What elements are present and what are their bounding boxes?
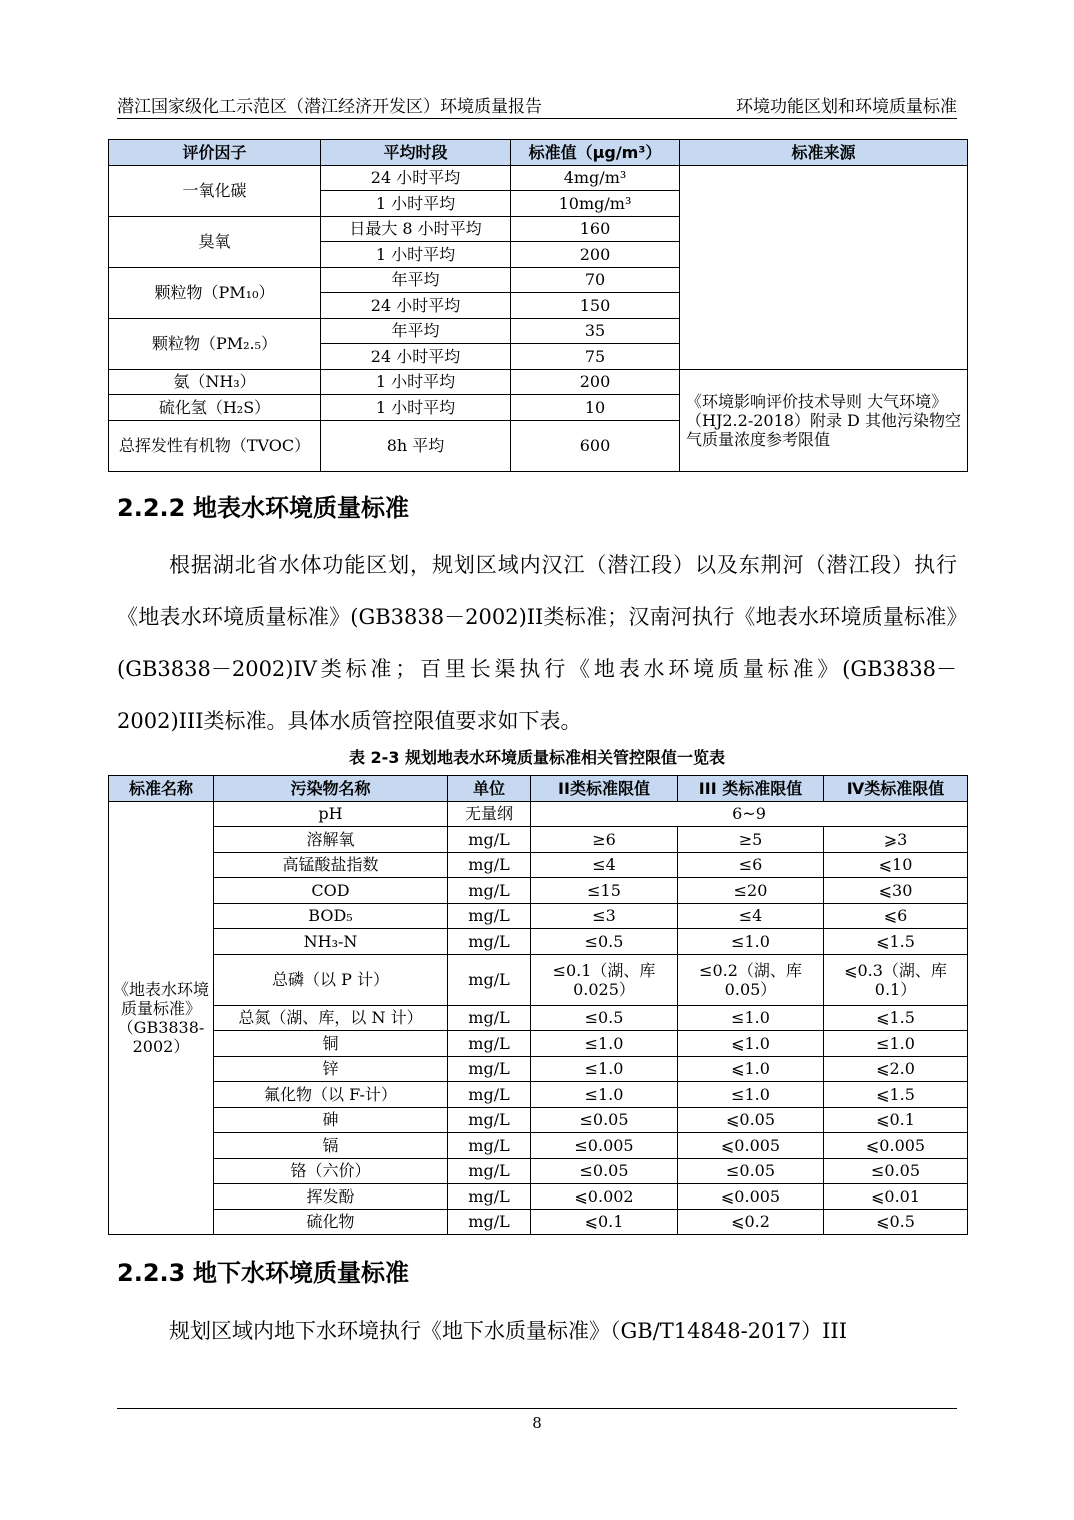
table-row [109, 1209, 968, 1235]
table-row [109, 1158, 968, 1184]
unit-cell: mg/L [448, 929, 531, 955]
value-cell: 160 [511, 216, 680, 242]
factor-cell: 一氧化碳 [109, 165, 321, 216]
class-iii-cell: ≤1.0 [678, 1082, 824, 1108]
class-ii-cell: ≤1.0 [531, 1031, 678, 1057]
pollutant-cell: 溶解氧 [214, 827, 448, 853]
class-iii-cell: ≤4 [678, 903, 824, 929]
table-row [109, 1133, 968, 1159]
table-row [109, 1056, 968, 1082]
unit-cell: mg/L [448, 954, 531, 1005]
page-header [117, 92, 957, 119]
pollutant-cell: COD [214, 878, 448, 904]
factor-cell: 氨（NH₃） [109, 369, 321, 395]
period-cell: 1 小时平均 [321, 242, 511, 268]
class-iv-cell: ⩽30 [824, 878, 968, 904]
value-cell: 200 [511, 369, 680, 395]
surface-water-standard-table [108, 775, 968, 1235]
period-cell: 1 小时平均 [321, 369, 511, 395]
pollutant-cell: 锌 [214, 1056, 448, 1082]
factor-cell: 颗粒物（PM₂.₅） [109, 318, 321, 369]
col-header-factor: 评价因子 [109, 140, 321, 166]
section-title: 地表水环境质量标准 [193, 494, 409, 522]
col-header-class-ii: II类标准限值 [531, 776, 678, 802]
table-row [109, 1031, 968, 1057]
unit-cell: mg/L [448, 878, 531, 904]
class-ii-cell: ≤4 [531, 852, 678, 878]
col-header-source: 标准来源 [680, 140, 968, 166]
class-iii-cell: ≥5 [678, 827, 824, 853]
pollutant-cell: NH₃-N [214, 929, 448, 955]
unit-cell: mg/L [448, 1056, 531, 1082]
table-header-row [109, 776, 968, 802]
pollutant-cell: 镉 [214, 1133, 448, 1159]
section-heading-2-2-2 [117, 488, 409, 523]
pollutant-cell: 氟化物（以 F-计） [214, 1082, 448, 1108]
period-cell: 年平均 [321, 267, 511, 293]
factor-cell: 总挥发性有机物（TVOC） [109, 420, 321, 471]
class-ii-cell: ⩽0.002 [531, 1184, 678, 1210]
page-number: 8 [532, 1414, 542, 1432]
header-chapter-title: 环境功能区划和环境质量标准 [736, 97, 957, 117]
pollutant-cell: 总氮（湖、库，以 N 计） [214, 1005, 448, 1031]
class-iii-cell: ≤0.2（湖、库 0.05） [678, 954, 824, 1005]
ph-range-cell: 6~9 [531, 801, 968, 827]
header-report-title: 潜江国家级化工示范区（潜江经济开发区）环境质量报告 [117, 97, 542, 117]
table-row [109, 827, 968, 853]
period-cell: 日最大 8 小时平均 [321, 216, 511, 242]
period-cell: 1 小时平均 [321, 395, 511, 421]
period-cell: 24 小时平均 [321, 293, 511, 319]
section-paragraph: 规划区域内地下水环境执行《地下水质量标准》（GB/T14848-2017）III [169, 1319, 848, 1343]
unit-cell: mg/L [448, 852, 531, 878]
class-iii-cell: ≤20 [678, 878, 824, 904]
table-row [109, 929, 968, 955]
class-iv-cell: ⩽0.5 [824, 1209, 968, 1235]
class-iv-cell: ⩽0.01 [824, 1184, 968, 1210]
class-ii-cell: ≤0.05 [531, 1158, 678, 1184]
pollutant-cell: 砷 [214, 1107, 448, 1133]
table-caption: 表 2-3 规划地表水环境质量标准相关管控限值一览表 [348, 748, 726, 767]
table-header-row [109, 140, 968, 166]
pollutant-cell: 高锰酸盐指数 [214, 852, 448, 878]
unit-cell: mg/L [448, 1209, 531, 1235]
unit-cell: mg/L [448, 1133, 531, 1159]
factor-cell: 颗粒物（PM₁₀） [109, 267, 321, 318]
class-iii-cell: ≤0.05 [678, 1158, 824, 1184]
pollutant-cell: 总磷（以 P 计） [214, 954, 448, 1005]
unit-cell: mg/L [448, 1158, 531, 1184]
class-iv-cell: ≤1.0 [824, 1031, 968, 1057]
source-cell: 《环境影响评价技术导则 大气环境》（HJ2.2-2018）附录 D 其他污染物空气质量浓度参考限值 [680, 369, 968, 471]
class-iii-cell: ⩽0.05 [678, 1107, 824, 1133]
value-cell: 600 [511, 420, 680, 471]
value-cell: 200 [511, 242, 680, 268]
class-ii-cell: ≤1.0 [531, 1056, 678, 1082]
table-row [109, 801, 968, 827]
period-cell: 年平均 [321, 318, 511, 344]
unit-cell: mg/L [448, 827, 531, 853]
value-cell: 10 [511, 395, 680, 421]
col-header-standard: 标准名称 [109, 776, 214, 802]
pollutant-cell: pH [214, 801, 448, 827]
class-ii-cell: ≤1.0 [531, 1082, 678, 1108]
table-row [109, 1107, 968, 1133]
factor-cell: 硫化氢（H₂S） [109, 395, 321, 421]
class-ii-cell: ≤0.05 [531, 1107, 678, 1133]
class-iv-cell: ⩽1.5 [824, 929, 968, 955]
table-row [109, 1184, 968, 1210]
table-row [109, 1005, 968, 1031]
unit-cell: mg/L [448, 1005, 531, 1031]
table-row [109, 369, 968, 395]
table-row [109, 903, 968, 929]
section-heading-2-2-3 [117, 1253, 409, 1288]
class-ii-cell: ≤3 [531, 903, 678, 929]
source-empty-cell [680, 165, 968, 369]
class-ii-cell: ≤0.5 [531, 1005, 678, 1031]
value-cell: 70 [511, 267, 680, 293]
class-iv-cell: ⩽1.5 [824, 1005, 968, 1031]
table-row [109, 1082, 968, 1108]
standard-name-cell: 《地表水环境质量标准》（GB3838-2002） [109, 801, 214, 1235]
unit-cell: mg/L [448, 903, 531, 929]
class-ii-cell: ≤15 [531, 878, 678, 904]
class-ii-cell: ≤0.1（湖、库 0.025） [531, 954, 678, 1005]
class-iv-cell: ⩽2.0 [824, 1056, 968, 1082]
section-paragraph: 根据湖北省水体功能区划，规划区域内汉江（潜江段）以及东荆河（潜江段）执行《地表水环境质量标准》(GB3838－2002)II类标准；汉南河执行《地表水环境质量标准》(GB3838－2002)IV类标准；百里长渠执行《地表水环境质量标准》(GB3838－2002)III类标准。具体水质管控限值要求如下表。 [117, 553, 957, 733]
col-header-period: 平均时段 [321, 140, 511, 166]
pollutant-cell: 铬（六价） [214, 1158, 448, 1184]
unit-cell: mg/L [448, 1184, 531, 1210]
class-iv-cell: ⩽1.5 [824, 1082, 968, 1108]
class-iv-cell: ⩽0.1 [824, 1107, 968, 1133]
class-iii-cell: ⩽0.005 [678, 1133, 824, 1159]
class-iv-cell: ⩾3 [824, 827, 968, 853]
period-cell: 8h 平均 [321, 420, 511, 471]
unit-cell: 无量纲 [448, 801, 531, 827]
period-cell: 1 小时平均 [321, 191, 511, 217]
class-iii-cell: ⩽1.0 [678, 1056, 824, 1082]
class-iii-cell: ≤6 [678, 852, 824, 878]
table-row [109, 954, 968, 1005]
pollutant-cell: BOD₅ [214, 903, 448, 929]
class-iii-cell: ⩽0.005 [678, 1184, 824, 1210]
air-quality-standard-table [108, 139, 968, 472]
class-iv-cell: ⩽6 [824, 903, 968, 929]
class-ii-cell: ≤0.005 [531, 1133, 678, 1159]
unit-cell: mg/L [448, 1082, 531, 1108]
unit-cell: mg/L [448, 1031, 531, 1057]
class-iii-cell: ≤1.0 [678, 929, 824, 955]
value-cell: 4mg/m³ [511, 165, 680, 191]
pollutant-cell: 挥发酚 [214, 1184, 448, 1210]
factor-cell: 臭氧 [109, 216, 321, 267]
value-cell: 35 [511, 318, 680, 344]
class-ii-cell: ⩽0.1 [531, 1209, 678, 1235]
table-row [109, 165, 968, 191]
col-header-unit: 单位 [448, 776, 531, 802]
period-cell: 24 小时平均 [321, 165, 511, 191]
section-title: 地下水环境质量标准 [193, 1259, 409, 1287]
class-iv-cell: ⩽0.005 [824, 1133, 968, 1159]
col-header-class-iv: Ⅳ类标准限值 [824, 776, 968, 802]
value-cell: 10mg/m³ [511, 191, 680, 217]
class-iii-cell: ⩽1.0 [678, 1031, 824, 1057]
col-header-value: 标准值（μg/m³） [511, 140, 680, 166]
period-cell: 24 小时平均 [321, 344, 511, 370]
col-header-class-iii: III 类标准限值 [678, 776, 824, 802]
class-iv-cell: ⩽0.3（湖、库 0.1） [824, 954, 968, 1005]
class-ii-cell: ≥6 [531, 827, 678, 853]
class-iv-cell: ⩽10 [824, 852, 968, 878]
col-header-pollutant: 污染物名称 [214, 776, 448, 802]
section-number: 2.2.2 [117, 494, 186, 522]
section-number: 2.2.3 [117, 1259, 186, 1287]
class-ii-cell: ≤0.5 [531, 929, 678, 955]
footer-rule [117, 1408, 957, 1409]
pollutant-cell: 铜 [214, 1031, 448, 1057]
class-iii-cell: ⩽0.2 [678, 1209, 824, 1235]
table-row [109, 852, 968, 878]
value-cell: 150 [511, 293, 680, 319]
class-iii-cell: ≤1.0 [678, 1005, 824, 1031]
class-iv-cell: ≤0.05 [824, 1158, 968, 1184]
value-cell: 75 [511, 344, 680, 370]
table-row [109, 878, 968, 904]
unit-cell: mg/L [448, 1107, 531, 1133]
pollutant-cell: 硫化物 [214, 1209, 448, 1235]
